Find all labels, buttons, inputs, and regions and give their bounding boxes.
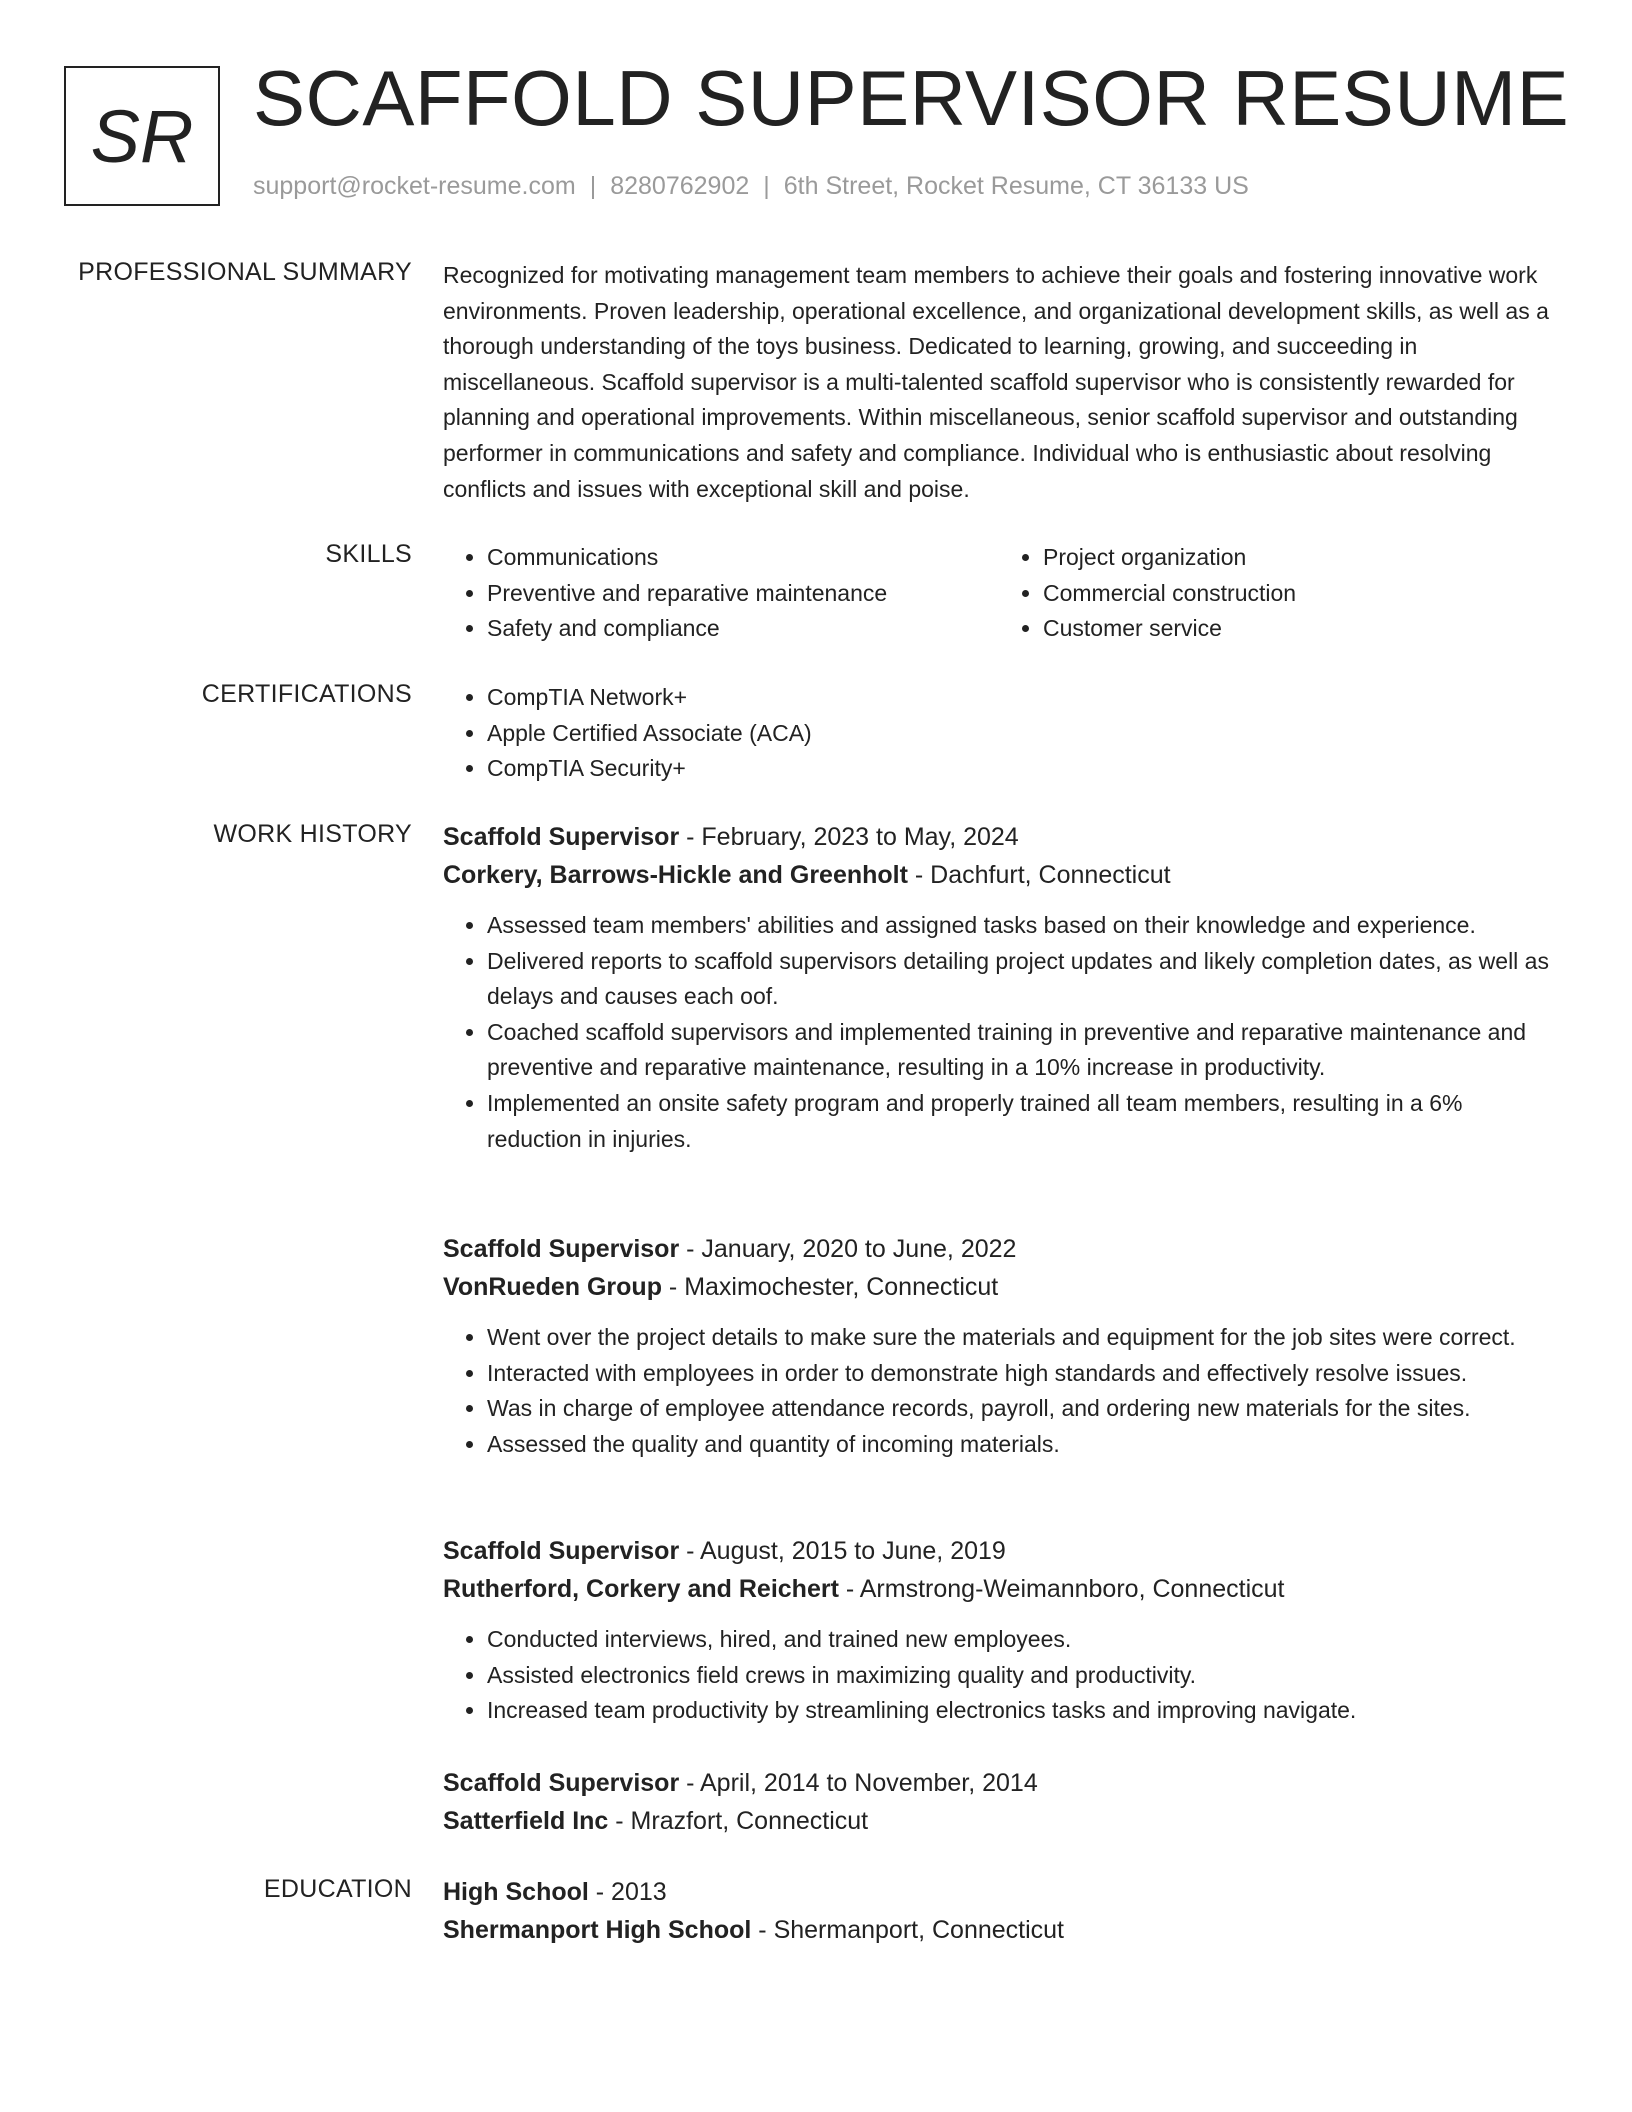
work-history-heading: WORK HISTORY — [213, 820, 412, 848]
certification-item: • CompTIA Security+ — [487, 751, 1555, 787]
contact-address: 6th Street, Rocket Resume, CT 36133 US — [783, 172, 1249, 200]
job-bullets — [443, 1320, 1555, 1462]
job-bullet: • Was in charge of employee attendance records, payroll, and ordering new materials for the sites. — [487, 1391, 1555, 1427]
job-dates: - April, 2014 to November, 2014 — [679, 1769, 1038, 1797]
education-heading: EDUCATION — [263, 1875, 412, 1903]
certifications-list — [443, 680, 1555, 787]
job-bullet: • Conducted interviews, hired, and trained new employees. — [487, 1622, 1555, 1658]
initials-monogram: SR — [64, 66, 220, 206]
job-location: - Mrazfort, Connecticut — [608, 1807, 869, 1835]
job-title: Scaffold Supervisor — [443, 1235, 680, 1263]
job-dates: - February, 2023 to May, 2024 — [679, 823, 1019, 851]
contact-separator: | — [589, 172, 597, 200]
skill-item: • Communications — [487, 540, 999, 576]
resume-title: SCAFFOLD SUPERVISOR RESUME — [253, 54, 1570, 142]
job-bullet: • Assessed the quality and quantity of incoming materials. — [487, 1427, 1555, 1463]
skill-item: • Preventive and reparative maintenance — [487, 576, 999, 612]
job-bullet: • Increased team productivity by streamlining electronics tasks and improving navigate. — [487, 1693, 1555, 1729]
contact-separator: | — [763, 172, 770, 200]
job-title: Scaffold Supervisor — [443, 1537, 680, 1565]
job-location: - Armstrong-Weimannboro, Connecticut — [838, 1575, 1285, 1603]
job-title: Scaffold Supervisor — [443, 1769, 680, 1797]
job-company-line — [443, 1570, 1555, 1608]
job-bullet: • Implemented an onsite safety program and properly trained all team members, resulting in a 6% reduction in injuries. — [487, 1086, 1555, 1157]
skills-heading: SKILLS — [325, 540, 412, 568]
job-bullet: • Assisted electronics field crews in maximizing quality and productivity. — [487, 1658, 1555, 1694]
job-company-line — [443, 1268, 1555, 1306]
job-title-line — [443, 1532, 1555, 1570]
contact-email: support@rocket-resume.com — [253, 172, 576, 200]
job-bullet: • Coached scaffold supervisors and implemented training in preventive and reparative maintenance and preventive and reparative maintenance, resulting in a 10% increase in productivity. — [487, 1015, 1555, 1086]
job-bullet: • Interacted with employees in order to demonstrate high standards and effectively resolve issues. — [487, 1356, 1555, 1392]
job-company-line — [443, 1802, 1555, 1840]
contact-phone: 8280762902 — [610, 172, 750, 200]
job-bullets — [443, 1622, 1555, 1729]
skill-item: • Customer service — [1043, 611, 1555, 647]
skills-list-right — [999, 540, 1555, 647]
job-bullet: • Delivered reports to scaffold supervisors detailing project updates and likely completion dates, as well as delays and causes each oof. — [487, 944, 1555, 1015]
job-location: - Maximochester, Connecticut — [661, 1273, 999, 1301]
contact-line — [253, 172, 1249, 201]
job-title-line — [443, 1764, 1555, 1802]
job-title: Scaffold Supervisor — [443, 823, 680, 851]
summary-heading: PROFESSIONAL SUMMARY — [78, 258, 412, 286]
job-title-line — [443, 818, 1555, 856]
education-location: - Shermanport, Connecticut — [751, 1916, 1065, 1944]
job-bullet: • Assessed team members' abilities and assigned tasks based on their knowledge and experience. — [487, 908, 1555, 944]
job-company: VonRueden Group — [443, 1273, 662, 1301]
job-title-line — [443, 1230, 1555, 1268]
skills-list-left — [443, 540, 999, 647]
job-company-line — [443, 856, 1555, 894]
job-company: Corkery, Barrows-Hickle and Greenholt — [443, 861, 908, 889]
certifications-heading: CERTIFICATIONS — [201, 680, 412, 708]
education-school-line — [443, 1911, 1555, 1949]
job-company: Satterfield Inc — [443, 1807, 609, 1835]
education-school: Shermanport High School — [443, 1916, 752, 1944]
job-location: - Dachfurt, Connecticut — [907, 861, 1171, 889]
skill-item: • Project organization — [1043, 540, 1555, 576]
certification-item: • CompTIA Network+ — [487, 680, 1555, 716]
job-bullet: • Went over the project details to make sure the materials and equipment for the job sites were correct. — [487, 1320, 1555, 1356]
skill-item: • Commercial construction — [1043, 576, 1555, 612]
education-degree: High School — [443, 1878, 589, 1906]
job-company: Rutherford, Corkery and Reichert — [443, 1575, 839, 1603]
job-dates: - August, 2015 to June, 2019 — [679, 1537, 1006, 1565]
education-year: - 2013 — [588, 1878, 667, 1906]
skill-item: • Safety and compliance — [487, 611, 999, 647]
job-dates: - January, 2020 to June, 2022 — [679, 1235, 1017, 1263]
certification-item: • Apple Certified Associate (ACA) — [487, 716, 1555, 752]
summary-text: Recognized for motivating management team members to achieve their goals and fostering innovative work environments. Proven leadership, operational excellence, and organizational development skills, as well as a thorough understanding of the toys business. Dedicated to learning, growing, and succeeding in miscellaneous. Scaffold supervisor is a multi-talented scaffold supervisor who is consistently rewarded for planning and operational improvements. Within miscellaneous, senior scaffold supervisor and outstanding performer in communications and safety and compliance. Individual who is enthusiastic about resolving conflicts and issues with exceptional skill and poise. — [443, 262, 1549, 502]
education-degree-line — [443, 1873, 1555, 1911]
job-bullets — [443, 908, 1555, 1157]
